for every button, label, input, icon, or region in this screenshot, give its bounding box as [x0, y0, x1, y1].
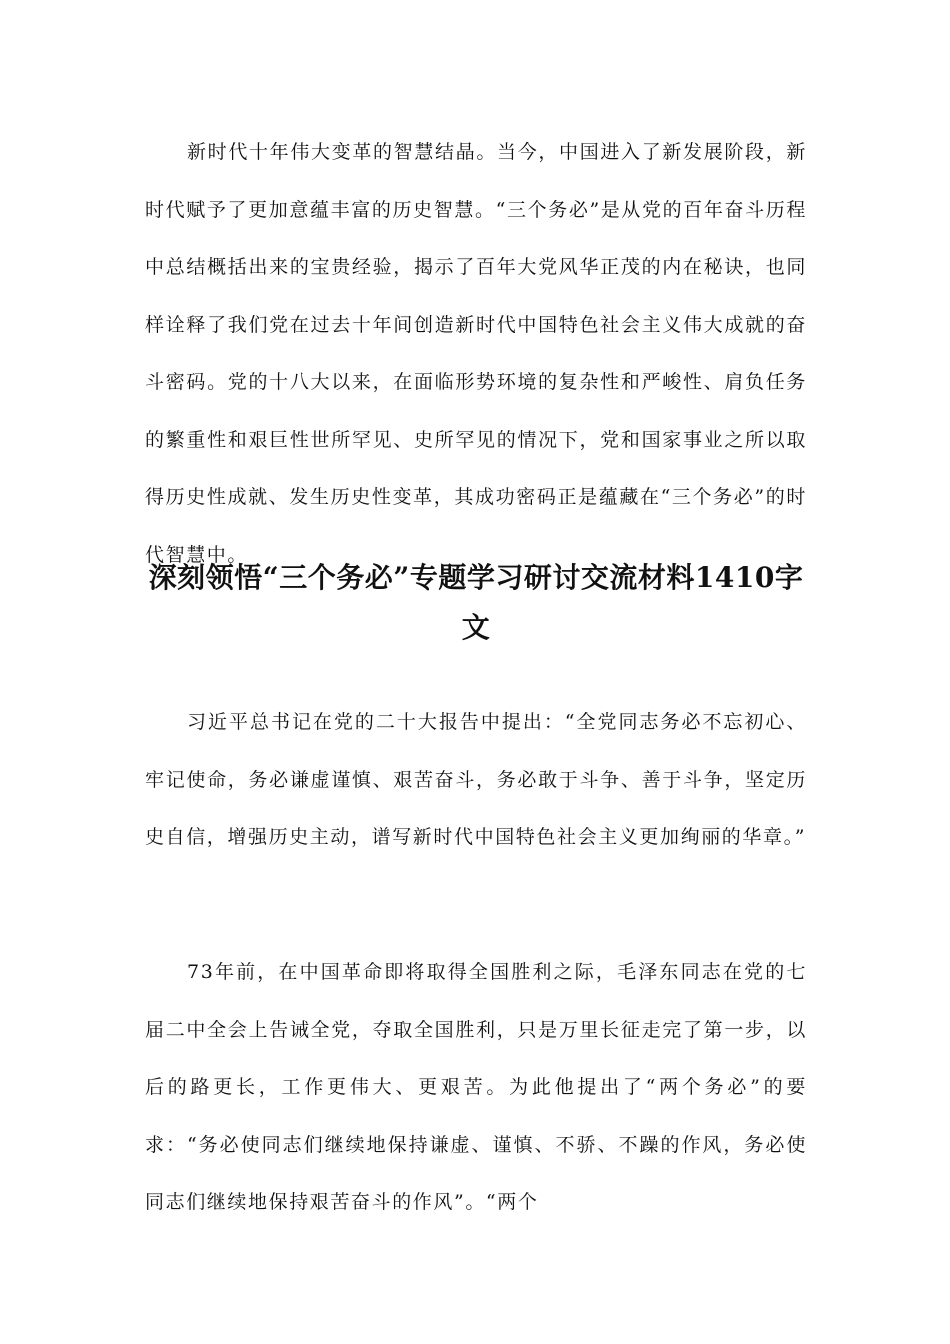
body-paragraph: 73年前，在中国革命即将取得全国胜利之际，毛泽东同志在党的七届二中全会上告诫全党，夺取全国胜利，只是万里长征走完了第一步，以后的路更长，工作更伟大、更艰苦。为此他提出了“两个务必”的要求：“务必使同志们继续地保持谦虚、谨慎、不骄、不躁的作风，务必使同志们继续地保持艰苦奋斗的作风”。“两个 — [145, 961, 807, 1213]
document-title: 深刻领悟“三个务必”专题学习研讨交流材料1410字文 — [148, 561, 804, 644]
body-paragraph: 习近平总书记在党的二十大报告中提出：“全党同志务必不忘初心、牢记使命，务必谦虚谨慎、艰苦奋斗，务必敢于斗争、善于斗争，坚定历史自信，增强历史主动，谱写新时代中国特色社会主义更加绚丽的华章。” — [145, 711, 807, 848]
body-paragraph: 新时代十年伟大变革的智慧结晶。当今，中国进入了新发展阶段，新时代赋予了更加意蕴丰富的历史智慧。“三个务必”是从党的百年奋斗历程中总结概括出来的宝贵经验，揭示了百年大党风华正茂的内在秘诀，也同样诠释了我们党在过去十年间创造新时代中国特色社会主义伟大成就的奋斗密码。党的十八大以来，在面临形势环境的复杂性和严峻性、肩负任务的繁重性和艰巨性世所罕见、史所罕见的情况下，党和国家事业之所以取得历史性成就、发生历史性变革，其成功密码正是蕴藏在“三个务必”的时代智慧中。 — [145, 141, 807, 566]
